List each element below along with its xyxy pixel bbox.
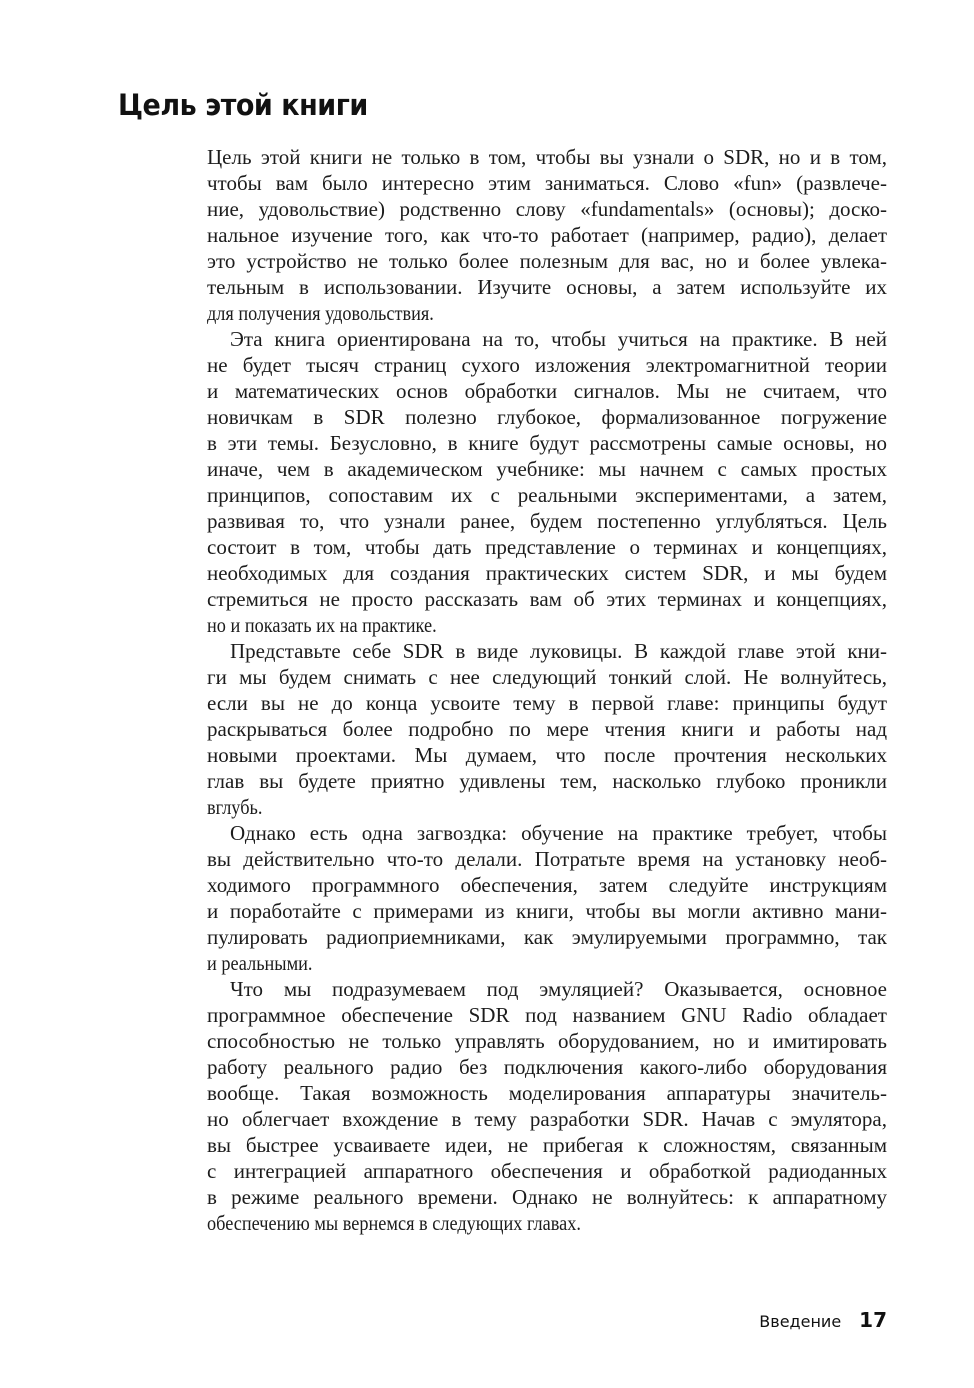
text-line: для получения удовольствия. [207,301,434,325]
paragraph [207,638,887,820]
text-line: работу реального радио без подключения какого-либо оборудования [207,1055,887,1079]
text-line: стремиться не просто рассказать вам об этих терминах и концепциях, [207,587,887,611]
text-line: но облегчает вхождение в тему разработки SDR. Начав с эмулятора, [207,1107,887,1131]
text-line: программное обеспечение SDR под названием GNU Radio обладает [207,1003,887,1027]
text-line: это устройство не только более полезным для вас, но и более увлека- [207,249,887,273]
text-line: пулировать радиоприемниками, как эмулируемыми программно, так [207,925,887,949]
text-line: Представьте себе SDR в виде луковицы. В каждой главе этой кни- [230,639,887,663]
text-line: если вы не до конца усвоите тему в первой главе: принципы будут [207,691,887,715]
text-line: и поработайте с примерами из книги, чтобы вы могли активно мани- [207,899,887,923]
paragraph [207,326,887,638]
paragraph [207,976,887,1236]
page-footer [759,1308,887,1332]
text-line: не будет тысяч страниц сухого изложения электромагнитной теории [207,353,887,377]
text-line: новыми проектами. Мы думаем, что после прочтения нескольких [207,743,887,767]
text-line: вы быстрее усваиваете идеи, не прибегая к сложностям, связанным [207,1133,887,1157]
text-line: вы действительно что-то делали. Потратьте время на установку необ- [207,847,887,871]
text-line: обеспечению мы вернемся в следующих главах. [207,1211,581,1235]
text-line: Что мы подразумеваем под эмуляцией? Оказывается, основное [230,977,887,1001]
text-line: новичкам в SDR полезно глубокое, формализованное погружение [207,405,887,429]
text-line: вообще. Такая возможность моделирования аппаратуры значитель- [207,1081,887,1105]
text-line: ги мы будем снимать с нее следующий тонкий слой. Не волнуйтесь, [207,665,887,689]
text-line: иначе, чем в академическом учебнике: мы начнем с самых простых [207,457,887,481]
text-line: Эта книга ориентирована на то, чтобы учиться на практике. В ней [230,327,887,351]
text-line: Однако есть одна загвоздка: обучение на практике требует, чтобы [230,821,887,845]
text-line: вглубь. [207,795,263,819]
paragraph [207,820,887,976]
text-line: нальное изучение того, как что-то работает (например, радио), делает [207,223,887,247]
text-line: и математических основ обработки сигналов. Мы не считаем, что [207,379,887,403]
text-line: ходимого программного обеспечения, затем следуйте инструкциям [207,873,887,897]
text-line: в режиме реального времени. Однако не волнуйтесь: к аппаратному [207,1185,887,1209]
text-line: раскрываться более подробно по мере чтения книги и работы над [207,717,887,741]
text-line: чтобы вам было интересно этим заниматься. Слово «fun» (развлече- [207,171,887,195]
text-line: но и показать их на практике. [207,613,437,637]
text-line: с интеграцией аппаратного обеспечения и обработкой радиоданных [207,1159,887,1183]
text-line: тельным в использовании. Изучите основы, а затем используйте их [207,275,887,299]
text-line: ние, удовольствие) родственно слову «fundamentals» (основы); доско- [207,197,887,221]
text-line: необходимых для создания практических систем SDR, и мы будем [207,561,887,585]
text-line: способностью не только управлять оборудованием, но и имитировать [207,1029,887,1053]
section-heading: Цель этой книги [118,88,368,122]
text-line: в эти темы. Безусловно, в книге будут рассмотрены самые основы, но [207,431,887,455]
text-line: состоит в том, чтобы дать представление о терминах и концепциях, [207,535,887,559]
text-line: Цель этой книги не только в том, чтобы вы узнали о SDR, но и в том, [207,145,887,169]
body-text [207,144,887,1236]
paragraph [207,144,887,326]
text-line: принципов, сопоставим их с реальными экспериментами, а затем, [207,483,887,507]
text-line: и реальными. [207,951,313,975]
text-line: развивая то, что узнали ранее, будем постепенно углубляться. Цель [207,509,887,533]
running-head: Введение [759,1312,842,1331]
page-number: 17 [859,1308,887,1332]
text-line: глав вы будете приятно удивлены тем, насколько глубоко проникли [207,769,887,793]
